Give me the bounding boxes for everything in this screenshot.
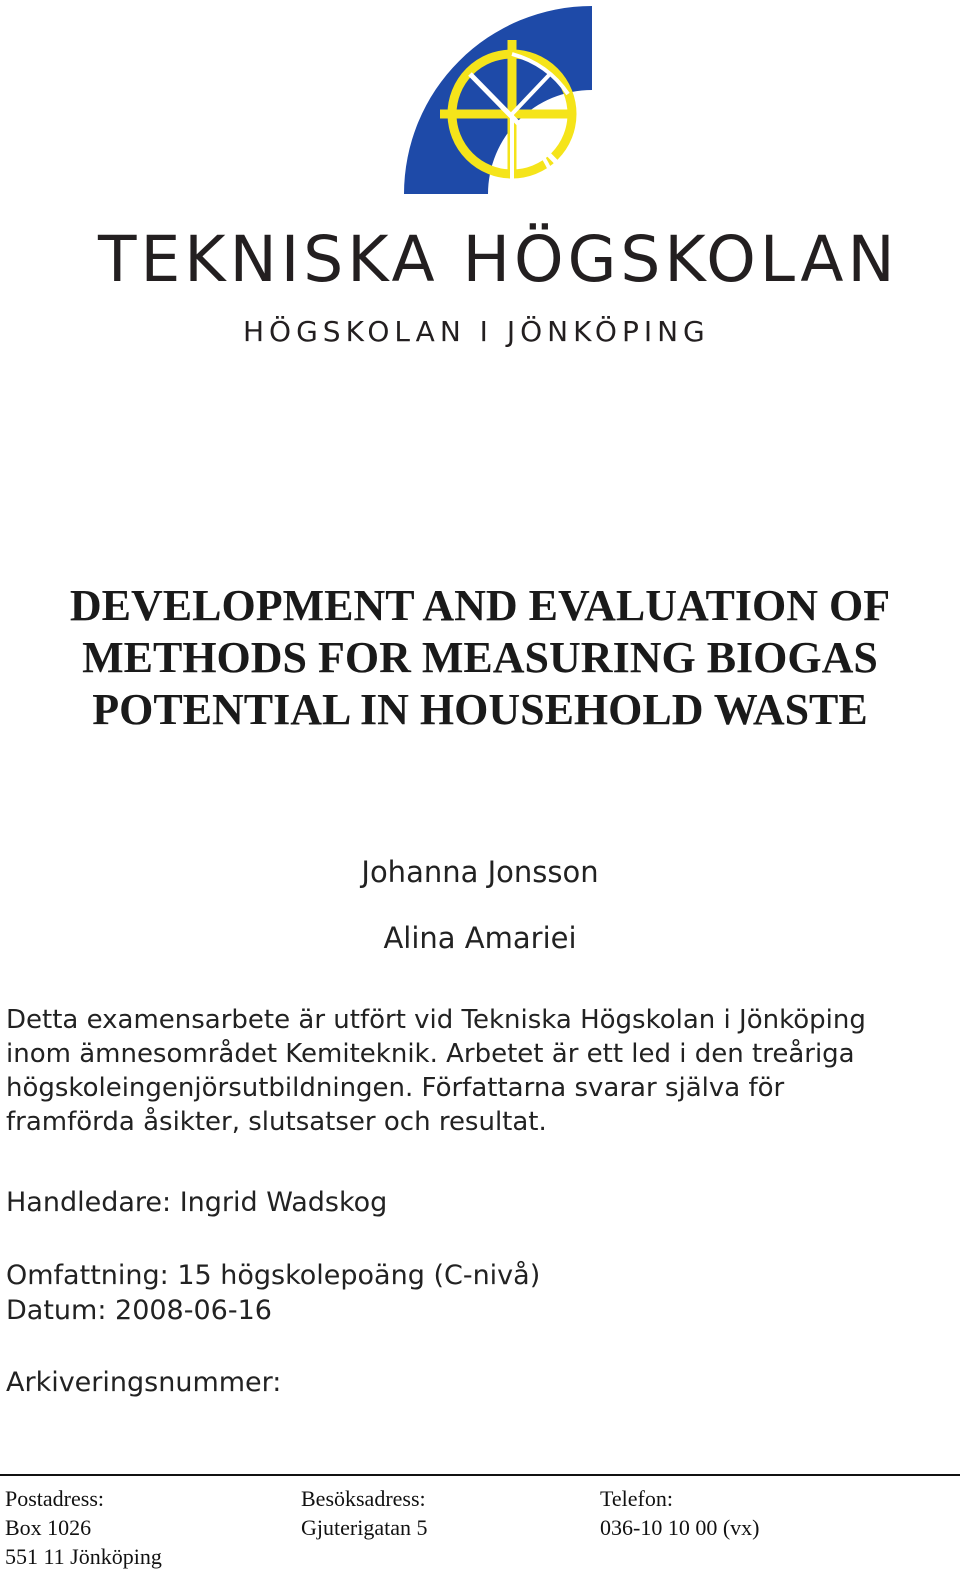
footer-postal-address [5, 1484, 162, 1571]
description-line: inom ämnesområdet Kemiteknik. Arbetet är ett led i den treåriga [6, 1039, 855, 1069]
footer-divider [0, 1474, 960, 1476]
description-line: framförda åsikter, slutsatser och resultat. [6, 1107, 547, 1137]
postal-line: Box 1026 [5, 1515, 92, 1540]
course-scope: Omfattning: 15 högskolepoäng (C-nivå) [6, 1260, 541, 1291]
title-line: POTENTIAL IN HOUSEHOLD WASTE [92, 685, 868, 734]
institution-subname: HÖGSKOLAN I JÖNKÖPING [243, 315, 710, 348]
author-name: Alina Amariei [383, 921, 577, 955]
thesis-title [0, 580, 960, 736]
footer-visit-address [301, 1484, 427, 1542]
thesis-description [6, 1003, 958, 1139]
phone-line: 036-10 10 00 (vx) [600, 1515, 760, 1540]
archive-number: Arkiveringsnummer: [6, 1367, 282, 1398]
postal-line: 551 11 Jönköping [5, 1544, 162, 1569]
title-line: METHODS FOR MEASURING BIOGAS [82, 633, 878, 682]
institution-name: TEKNISKA HÖGSKOLAN [98, 223, 899, 296]
university-seal-icon [400, 4, 600, 200]
phone-label: Telefon: [600, 1486, 673, 1511]
author-name: Johanna Jonsson [361, 855, 599, 889]
description-line: Detta examensarbete är utfört vid Tekniska Högskolan i Jönköping [6, 1005, 866, 1035]
visit-label: Besöksadress: [301, 1486, 426, 1511]
postal-label: Postadress: [5, 1486, 104, 1511]
supervisor: Handledare: Ingrid Wadskog [6, 1187, 388, 1218]
title-line: DEVELOPMENT AND EVALUATION OF [69, 581, 891, 630]
date: Datum: 2008-06-16 [6, 1295, 272, 1326]
footer-phone [600, 1484, 759, 1542]
description-line: högskoleingenjörsutbildningen. Författarna svarar själva för [6, 1073, 785, 1103]
visit-line: Gjuterigatan 5 [301, 1515, 428, 1540]
